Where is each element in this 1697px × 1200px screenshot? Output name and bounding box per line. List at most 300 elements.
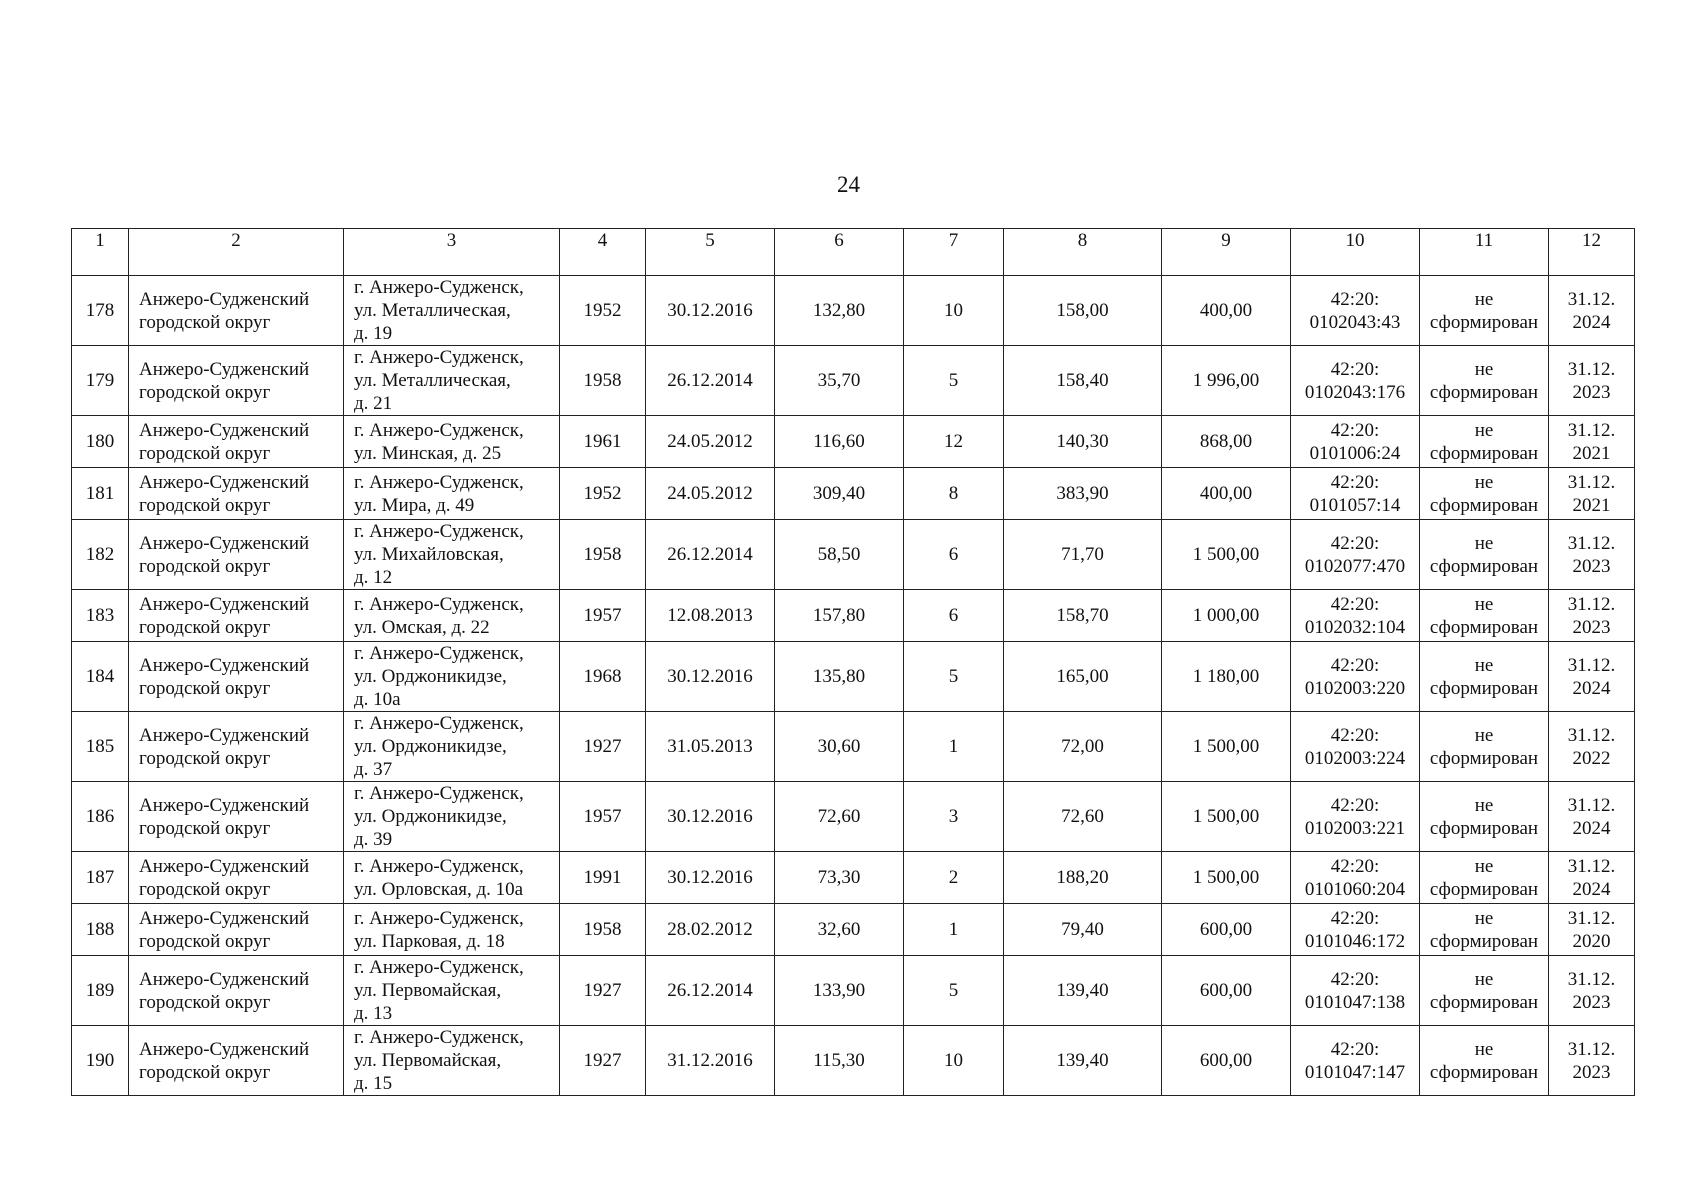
row-number-cell: 188 [72, 904, 129, 956]
row-number-cell: 182 [72, 520, 129, 590]
column-7-value-cell: 2 [904, 852, 1004, 904]
column-8-value-cell: 139,40 [1004, 956, 1162, 1026]
cell-line: г. Анжеро-Судженск, [354, 855, 524, 877]
table-row [72, 520, 1635, 590]
cell-line: Анжеро-Судженский [139, 794, 310, 816]
column-9-value-cell: 1 500,00 [1162, 782, 1291, 852]
cell-line: 42:20: [1330, 855, 1380, 877]
cell-line: городской округ [139, 616, 271, 638]
deadline-cell [1549, 904, 1635, 956]
cell-line: д. 10а [354, 689, 401, 710]
column-6-value-cell: 157,80 [775, 590, 904, 642]
cell-line: д. 37 [354, 759, 393, 780]
cell-line: 31.12. [1567, 794, 1616, 816]
status-cell [1420, 346, 1549, 416]
cell-line: не [1474, 907, 1494, 929]
cell-line: городской округ [139, 930, 271, 952]
year-cell: 1957 [560, 590, 646, 642]
date-cell: 26.12.2014 [646, 346, 775, 416]
year-cell: 1958 [560, 904, 646, 956]
cell-line: не [1474, 654, 1494, 676]
deadline-cell [1549, 346, 1635, 416]
cell-line: городской округ [139, 817, 271, 839]
cell-line: городской округ [139, 677, 271, 699]
column-8-value-cell: 72,60 [1004, 782, 1162, 852]
cell-line: г. Анжеро-Судженск, [354, 521, 524, 542]
cadastral-number-cell [1291, 346, 1420, 416]
year-cell: 1952 [560, 468, 646, 520]
column-6-value-cell: 30,60 [775, 712, 904, 782]
cell-line: г. Анжеро-Судженск, [354, 347, 524, 368]
address-cell [344, 712, 560, 782]
municipality-cell [129, 852, 344, 904]
status-cell [1420, 416, 1549, 468]
cell-line: сформирован [1429, 442, 1539, 464]
deadline-cell [1549, 416, 1635, 468]
column-7-value-cell: 10 [904, 276, 1004, 346]
deadline-cell [1549, 712, 1635, 782]
cell-line: не [1474, 593, 1494, 615]
cell-line: 2020 [1572, 930, 1611, 952]
table-row [72, 346, 1635, 416]
municipality-cell [129, 520, 344, 590]
cell-line: Анжеро-Судженский [139, 654, 310, 676]
municipality-cell [129, 276, 344, 346]
cell-line: ул. Омская, д. 22 [354, 616, 490, 638]
date-cell: 30.12.2016 [646, 852, 775, 904]
table-row [72, 712, 1635, 782]
status-cell [1420, 956, 1549, 1026]
year-cell: 1952 [560, 276, 646, 346]
cell-line: 2024 [1572, 311, 1611, 333]
table-row [72, 642, 1635, 712]
table-row [72, 956, 1635, 1026]
cell-line: г. Анжеро-Судженск, [354, 471, 524, 493]
date-cell: 28.02.2012 [646, 904, 775, 956]
page-number: 24 [837, 172, 860, 197]
deadline-cell [1549, 590, 1635, 642]
year-cell: 1957 [560, 782, 646, 852]
cell-line: не [1474, 794, 1494, 816]
cell-line: 31.12. [1567, 1038, 1616, 1060]
column-number-header: 8 [1004, 229, 1162, 276]
column-number-header: 4 [560, 229, 646, 276]
status-cell [1420, 590, 1549, 642]
deadline-cell [1549, 782, 1635, 852]
cell-line: ул. Орджоникидзе, [354, 806, 507, 827]
cell-line: 31.12. [1567, 288, 1616, 310]
address-cell [344, 416, 560, 468]
column-number-header: 3 [344, 229, 560, 276]
municipality-cell [129, 904, 344, 956]
date-cell: 30.12.2016 [646, 642, 775, 712]
cell-line: городской округ [139, 555, 271, 577]
address-cell [344, 956, 560, 1026]
row-number-cell: 179 [72, 346, 129, 416]
cell-line: не [1474, 471, 1494, 493]
cadastral-number-cell [1291, 956, 1420, 1026]
cell-line: 0101057:14 [1309, 494, 1401, 516]
column-7-value-cell: 5 [904, 346, 1004, 416]
year-cell: 1968 [560, 642, 646, 712]
year-cell: 1927 [560, 956, 646, 1026]
column-number-row [72, 229, 1635, 276]
cell-line: 2024 [1572, 817, 1611, 839]
cell-line: г. Анжеро-Судженск, [354, 783, 524, 804]
cell-line: 0102043:43 [1309, 311, 1401, 333]
address-cell [344, 642, 560, 712]
table-row [72, 468, 1635, 520]
cell-line: ул. Орловская, д. 10а [354, 878, 524, 900]
cell-line: 42:20: [1330, 794, 1380, 816]
cadastral-number-cell [1291, 852, 1420, 904]
cell-line: 42:20: [1330, 288, 1380, 310]
column-7-value-cell: 12 [904, 416, 1004, 468]
cell-line: 42:20: [1330, 724, 1380, 746]
cell-line: 31.12. [1567, 654, 1616, 676]
column-9-value-cell: 868,00 [1162, 416, 1291, 468]
address-cell [344, 904, 560, 956]
municipality-cell [129, 956, 344, 1026]
column-9-value-cell: 600,00 [1162, 1026, 1291, 1096]
cadastral-number-cell [1291, 782, 1420, 852]
address-cell [344, 276, 560, 346]
column-6-value-cell: 116,60 [775, 416, 904, 468]
cell-line: г. Анжеро-Судженск, [354, 957, 524, 978]
status-cell [1420, 782, 1549, 852]
cell-line: ул. Минская, д. 25 [354, 442, 502, 464]
column-9-value-cell: 1 180,00 [1162, 642, 1291, 712]
cadastral-number-cell [1291, 712, 1420, 782]
column-7-value-cell: 5 [904, 956, 1004, 1026]
year-cell: 1958 [560, 346, 646, 416]
cell-line: городской округ [139, 1061, 271, 1083]
column-9-value-cell: 1 500,00 [1162, 852, 1291, 904]
cell-line: не [1474, 419, 1494, 441]
cadastral-number-cell [1291, 904, 1420, 956]
column-6-value-cell: 35,70 [775, 346, 904, 416]
column-8-value-cell: 165,00 [1004, 642, 1162, 712]
column-8-value-cell: 158,70 [1004, 590, 1162, 642]
column-7-value-cell: 5 [904, 642, 1004, 712]
cell-line: Анжеро-Судженский [139, 419, 310, 441]
municipality-cell [129, 642, 344, 712]
row-number-cell: 189 [72, 956, 129, 1026]
cell-line: 2021 [1572, 442, 1611, 464]
cell-line: 2022 [1572, 747, 1611, 769]
municipality-cell [129, 782, 344, 852]
year-cell: 1927 [560, 712, 646, 782]
cell-line: д. 19 [354, 323, 393, 344]
cell-line: 42:20: [1330, 1038, 1380, 1060]
cell-line: городской округ [139, 878, 271, 900]
cell-line: не [1474, 358, 1494, 380]
address-cell [344, 590, 560, 642]
cell-line: сформирован [1429, 747, 1539, 769]
cell-line: г. Анжеро-Судженск, [354, 593, 524, 615]
status-cell [1420, 1026, 1549, 1096]
cell-line: сформирован [1429, 616, 1539, 638]
column-number-header: 9 [1162, 229, 1291, 276]
column-8-value-cell: 139,40 [1004, 1026, 1162, 1096]
row-number-cell: 190 [72, 1026, 129, 1096]
cell-line: 31.12. [1567, 855, 1616, 877]
cell-line: Анжеро-Судженский [139, 907, 310, 929]
cell-line: не [1474, 968, 1494, 990]
column-8-value-cell: 158,40 [1004, 346, 1162, 416]
cadastral-number-cell [1291, 520, 1420, 590]
cell-line: 0102032:104 [1304, 616, 1406, 638]
row-number-cell: 186 [72, 782, 129, 852]
column-7-value-cell: 3 [904, 782, 1004, 852]
cell-line: 2023 [1572, 555, 1611, 577]
cell-line: городской округ [139, 442, 271, 464]
cell-line: 2024 [1572, 677, 1611, 699]
column-number-header: 1 [72, 229, 129, 276]
cadastral-number-cell [1291, 468, 1420, 520]
cadastral-number-cell [1291, 416, 1420, 468]
cell-line: 31.12. [1567, 724, 1616, 746]
cell-line: ул. Парковая, д. 18 [354, 930, 505, 952]
date-cell: 30.12.2016 [646, 782, 775, 852]
column-7-value-cell: 1 [904, 904, 1004, 956]
cell-line: 0102077:470 [1304, 555, 1406, 577]
address-cell [344, 782, 560, 852]
cell-line: ул. Орджоникидзе, [354, 666, 507, 687]
row-number-cell: 184 [72, 642, 129, 712]
row-number-cell: 185 [72, 712, 129, 782]
column-8-value-cell: 383,90 [1004, 468, 1162, 520]
column-9-value-cell: 1 500,00 [1162, 712, 1291, 782]
date-cell: 24.05.2012 [646, 416, 775, 468]
column-6-value-cell: 115,30 [775, 1026, 904, 1096]
cell-line: Анжеро-Судженский [139, 968, 310, 990]
date-cell: 30.12.2016 [646, 276, 775, 346]
cell-line: 2023 [1572, 1061, 1611, 1083]
cell-line: 2021 [1572, 494, 1611, 516]
cell-line: г. Анжеро-Судженск, [354, 907, 524, 929]
cell-line: городской округ [139, 381, 271, 403]
address-cell [344, 1026, 560, 1096]
cell-line: 42:20: [1330, 968, 1380, 990]
cell-line: сформирован [1429, 555, 1539, 577]
cell-line: 31.12. [1567, 471, 1616, 493]
cell-line: 2024 [1572, 878, 1611, 900]
cell-line: сформирован [1429, 817, 1539, 839]
date-cell: 26.12.2014 [646, 520, 775, 590]
row-number-cell: 178 [72, 276, 129, 346]
status-cell [1420, 852, 1549, 904]
housing-registry-table [71, 228, 1635, 1096]
municipality-cell [129, 468, 344, 520]
cell-line: сформирован [1429, 930, 1539, 952]
cell-line: г. Анжеро-Судженск, [354, 643, 524, 664]
cell-line: не [1474, 532, 1494, 554]
column-7-value-cell: 1 [904, 712, 1004, 782]
row-number-cell: 187 [72, 852, 129, 904]
cell-line: Анжеро-Судженский [139, 358, 310, 380]
column-9-value-cell: 400,00 [1162, 276, 1291, 346]
column-6-value-cell: 309,40 [775, 468, 904, 520]
address-cell [344, 852, 560, 904]
cell-line: Анжеро-Судженский [139, 593, 310, 615]
cell-line: городской округ [139, 747, 271, 769]
cell-line: д. 21 [354, 393, 393, 414]
column-8-value-cell: 79,40 [1004, 904, 1162, 956]
cell-line: 42:20: [1330, 358, 1380, 380]
cell-line: Анжеро-Судженский [139, 471, 310, 493]
column-number-header: 11 [1420, 229, 1549, 276]
deadline-cell [1549, 642, 1635, 712]
cell-line: 0101046:172 [1304, 930, 1406, 952]
table-row [72, 276, 1635, 346]
table-body [72, 276, 1635, 1096]
column-7-value-cell: 6 [904, 590, 1004, 642]
cell-line: 0102043:176 [1304, 381, 1406, 403]
table-row [72, 590, 1635, 642]
column-6-value-cell: 73,30 [775, 852, 904, 904]
column-8-value-cell: 140,30 [1004, 416, 1162, 468]
year-cell: 1991 [560, 852, 646, 904]
cell-line: г. Анжеро-Судженск, [354, 1027, 524, 1048]
cell-line: 31.12. [1567, 532, 1616, 554]
cell-line: ул. Металлическая, [354, 300, 511, 321]
column-6-value-cell: 58,50 [775, 520, 904, 590]
cell-line: 0102003:221 [1304, 817, 1406, 839]
cell-line: д. 39 [354, 829, 393, 850]
cell-line: г. Анжеро-Судженск, [354, 277, 524, 298]
column-8-value-cell: 188,20 [1004, 852, 1162, 904]
row-number-cell: 181 [72, 468, 129, 520]
column-8-value-cell: 72,00 [1004, 712, 1162, 782]
column-number-header: 6 [775, 229, 904, 276]
table-row [72, 782, 1635, 852]
address-cell [344, 468, 560, 520]
deadline-cell [1549, 520, 1635, 590]
cell-line: 42:20: [1330, 419, 1380, 441]
municipality-cell [129, 346, 344, 416]
cell-line: д. 13 [354, 1003, 393, 1024]
deadline-cell [1549, 1026, 1635, 1096]
cell-line: сформирован [1429, 677, 1539, 699]
cell-line: ул. Мира, д. 49 [354, 494, 475, 516]
municipality-cell [129, 1026, 344, 1096]
cell-line: 42:20: [1330, 471, 1380, 493]
cell-line: 0101060:204 [1304, 878, 1406, 900]
column-7-value-cell: 8 [904, 468, 1004, 520]
cell-line: ул. Первомайская, [354, 980, 502, 1001]
status-cell [1420, 642, 1549, 712]
status-cell [1420, 520, 1549, 590]
cell-line: ул. Орджоникидзе, [354, 736, 507, 757]
cell-line: 0101006:24 [1309, 442, 1401, 464]
year-cell: 1961 [560, 416, 646, 468]
cell-line: городской округ [139, 311, 271, 333]
cell-line: сформирован [1429, 494, 1539, 516]
cell-line: д. 12 [354, 567, 393, 588]
year-cell: 1927 [560, 1026, 646, 1096]
column-9-value-cell: 1 996,00 [1162, 346, 1291, 416]
cell-line: сформирован [1429, 311, 1539, 333]
deadline-cell [1549, 468, 1635, 520]
deadline-cell [1549, 852, 1635, 904]
column-number-header: 5 [646, 229, 775, 276]
date-cell: 31.05.2013 [646, 712, 775, 782]
cell-line: городской округ [139, 991, 271, 1013]
cell-line: г. Анжеро-Судженск, [354, 713, 524, 734]
cell-line: 0101047:138 [1304, 991, 1406, 1013]
date-cell: 12.08.2013 [646, 590, 775, 642]
date-cell: 31.12.2016 [646, 1026, 775, 1096]
status-cell [1420, 276, 1549, 346]
cadastral-number-cell [1291, 1026, 1420, 1096]
municipality-cell [129, 416, 344, 468]
row-number-cell: 180 [72, 416, 129, 468]
cell-line: 31.12. [1567, 358, 1616, 380]
status-cell [1420, 468, 1549, 520]
column-number-header: 12 [1549, 229, 1635, 276]
deadline-cell [1549, 276, 1635, 346]
column-number-header: 10 [1291, 229, 1420, 276]
cell-line: 31.12. [1567, 907, 1616, 929]
cadastral-number-cell [1291, 276, 1420, 346]
cell-line: Анжеро-Судженский [139, 855, 310, 877]
cadastral-number-cell [1291, 642, 1420, 712]
table-row [72, 852, 1635, 904]
cell-line: 42:20: [1330, 907, 1380, 929]
cell-line: сформирован [1429, 381, 1539, 403]
year-cell: 1958 [560, 520, 646, 590]
date-cell: 24.05.2012 [646, 468, 775, 520]
cadastral-number-cell [1291, 590, 1420, 642]
column-number-header: 2 [129, 229, 344, 276]
cell-line: не [1474, 855, 1494, 877]
column-6-value-cell: 133,90 [775, 956, 904, 1026]
cell-line: 0102003:224 [1304, 747, 1406, 769]
column-number-header: 7 [904, 229, 1004, 276]
row-number-cell: 183 [72, 590, 129, 642]
column-6-value-cell: 72,60 [775, 782, 904, 852]
cell-line: не [1474, 288, 1494, 310]
cell-line: не [1474, 724, 1494, 746]
municipality-cell [129, 590, 344, 642]
cell-line: ул. Первомайская, [354, 1050, 502, 1071]
cell-line: городской округ [139, 494, 271, 516]
date-cell: 26.12.2014 [646, 956, 775, 1026]
column-7-value-cell: 6 [904, 520, 1004, 590]
cell-line: 2023 [1572, 616, 1611, 638]
cell-line: ул. Металлическая, [354, 370, 511, 391]
column-8-value-cell: 71,70 [1004, 520, 1162, 590]
cell-line: 2023 [1572, 991, 1611, 1013]
cell-line: Анжеро-Судженский [139, 724, 310, 746]
cell-line: не [1474, 1038, 1494, 1060]
column-9-value-cell: 600,00 [1162, 904, 1291, 956]
column-6-value-cell: 132,80 [775, 276, 904, 346]
cell-line: 31.12. [1567, 968, 1616, 990]
status-cell [1420, 904, 1549, 956]
status-cell [1420, 712, 1549, 782]
column-6-value-cell: 135,80 [775, 642, 904, 712]
cell-line: Анжеро-Судженский [139, 288, 310, 310]
column-8-value-cell: 158,00 [1004, 276, 1162, 346]
column-9-value-cell: 1 500,00 [1162, 520, 1291, 590]
cell-line: 0101047:147 [1304, 1061, 1406, 1083]
cell-line: 42:20: [1330, 593, 1380, 615]
cell-line: 2023 [1572, 381, 1611, 403]
column-9-value-cell: 600,00 [1162, 956, 1291, 1026]
cell-line: Анжеро-Судженский [139, 1038, 310, 1060]
